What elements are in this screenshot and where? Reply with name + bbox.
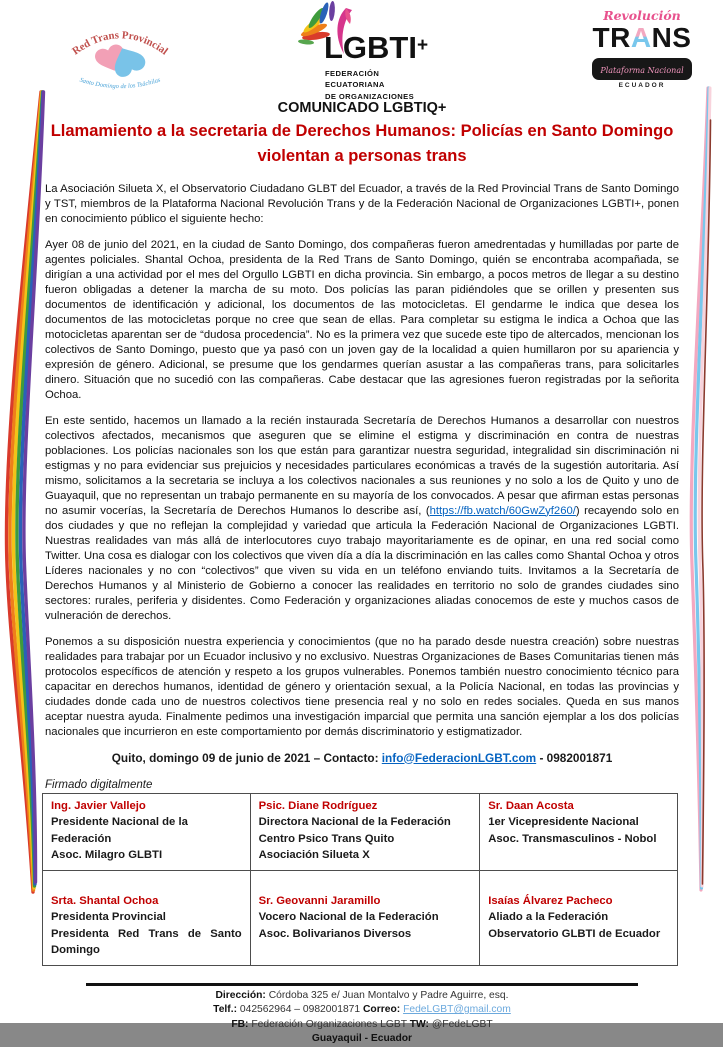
paragraph-2: Ayer 08 de junio del 2021, en la ciudad de Santo Domingo, dos compañeras fueron amedrentadas y humilladas por parte de agentes policiales. Shantal Ochoa, presidenta de la Red Trans de Santo Domingo, quién se encontraba acompañada, se dirigían a una actividad por el mes del Orgullo LGBTI en dicha provincia. Sin embargo, a pocos metros de llegar a su destino fueron obligadas a detener la marcha de su moto. Dos policías las paran pidiéndoles que se orillen y presenten sus documentos de identificación y adicional, los documentos de las motocicletas. El gendarme le indica que desea los documentos de las motocicletas porque no cree que sean de ellas. Para completar su estigma le indica a Ochoa que las motocicletas aparentan ser de “dudosa procedencia”. No es la primera vez que sucede este tipo de altercados, mencionan los colectivos de Santo Domingo, puesto que ya pasó con un joven gay de la localidad a quien humillaron por su apariencia y expresión de género. Adicional, se presume que los gendarmes querían asustar a las compañeras trans, para solicitarles dinero. Situación que no sucedió con las compañeras. Cabe destacar que las agresiones fueron registradas por la señorita Ochoa. xyxy=(45,238,679,401)
signatory-name: Isaías Álvarez Pacheco xyxy=(488,894,613,907)
signatory-cell: Sr. Daan Acosta 1er Vicepresidente Nacional Asoc. Transmasculinos - Nobol xyxy=(480,793,678,870)
contact-line: Quito, domingo 09 de junio de 2021 – Contacto: info@FederacionLGBT.com - 0982001871 xyxy=(111,750,613,765)
footer-city: Guayaquil - Ecuador xyxy=(311,1033,413,1044)
table-row xyxy=(43,793,678,870)
logo-banner: Plataforma Nacional xyxy=(592,58,692,80)
contact-email-link[interactable]: info@FederacionLGBT.com xyxy=(381,750,537,765)
signatory-cell: Isaías Álvarez Pacheco Aliado a la Federación Observatorio GLBTI de Ecuador xyxy=(480,870,678,965)
footer-address: Dirección: Córdoba 325 e/ Juan Montalvo y Padre Aguirre, esq. xyxy=(215,989,509,1001)
logo-subtitle: FEDERACIÓN ECUATORIANA DE ORGANIZACIONES xyxy=(325,69,415,101)
signed-digitally-caption: Firmado digitalmente xyxy=(45,778,153,791)
signatory-cell: Psic. Diane Rodríguez Directora Nacional de la Federación Centro Psico Trans Quito Asociación Silueta X xyxy=(250,793,480,870)
signatory-name: Psic. Diane Rodríguez xyxy=(258,799,378,812)
svg-text:Santo Domingo de los Tsáchilas xyxy=(79,76,162,90)
footer-phone-email: Telf.: 042562964 – 0982001871 Correo: FedeLGBT@gmail.com xyxy=(213,1004,511,1015)
signatory-name: Srta. Shantal Ochoa xyxy=(51,894,159,907)
signatory-name: Sr. Geovanni Jaramillo xyxy=(258,894,381,907)
paragraph-1: La Asociación Silueta X, el Observatorio Ciudadano GLBT del Ecuador, a través de la Red Provincial Trans de Santo Domingo y TST, miembros de la Plataforma Nacional Revolución Trans y de la Federación Nacional de Organizaciones LGBTI+, ponen en conocimiento público el siguiente hecho: xyxy=(45,182,679,225)
logo-title: LGBTI+ xyxy=(324,30,429,65)
signatory-name: Sr. Daan Acosta xyxy=(488,799,574,812)
lgbti-federation-logo xyxy=(288,2,434,101)
signatory-cell: Ing. Javier Vallejo Presidente Nacional de la Federación Asoc. Milagro GLBTI xyxy=(43,793,251,870)
facebook-watch-link[interactable]: https://fb.watch/60GwZyf260/ xyxy=(429,504,576,517)
signatories-table xyxy=(42,793,678,966)
logo-plus-sign: + xyxy=(417,35,429,56)
signatory-name: Ing. Javier Vallejo xyxy=(51,799,146,812)
logo-arc-text: Red Trans Provincial xyxy=(70,29,171,58)
table-row xyxy=(43,870,678,965)
svg-text:TRANS: TRANS xyxy=(592,22,692,53)
revolucion-trans-logo xyxy=(577,8,707,94)
paragraph-3: En este sentido, hacemos un llamado a la recién instaurada Secretaría de Derechos Humanos a desarrollar con nuestros colectivos afectados, mecanismos que aseguren que se elimine el estigma y discriminación en contra de nuestras poblaciones. Los policías nacionales son los que están para garantizar nuestra seguridad, integralidad sin discriminación ni estigmas y no para evidenciar sus prejuicios y necesidades particulares económicas a través de la sugestión autoritaria. Así mismo, solicitamos a la secretaria se incluya a los colectivos nacionales a sus reuniones y no solo a los de Quito y uno de Guayaquil, que no representan un trabajo permanente en su mayoría de los convocados. A pesar que afirman estas personas no asumir vocerías, la Secretaría de Derechos Humanos lo describe así, (https://fb.watch/60GwZyf260/) recayendo solo en dos ciudades y que no reflejan la complejidad y variedad que articula la Federación Nacional de Organizaciones LGBTI. Nuestras realidades van más allá de interlocutores cuyo trabajo mayoritariamente es de opinar, en una red social como Twitter. Una cosa es dialogar con los colectivos que viven día a día la discriminación en las calles como Shantal Ochoa y otros Líderes nacionales y no con “colectivos” que viven su vida en un teléfono enviando tuits. Invitamos a la Secretaría de Derechos Humanos y al Ministerio de Gobierno a conocer las realidades en territorio no solo de grandes ciudades sino sectores: rurales, periferia y disidentes. Como Federación y organizaciones aliadas conocemos de este y muchos casos de vulneración de derechos. xyxy=(45,414,680,622)
headline: Llamamiento a la secretaria de Derechos Humanos: Policías en Santo Domingo violentan a personas trans xyxy=(50,122,674,165)
footer-email-link[interactable]: FedeLGBT@gmail.com xyxy=(403,1004,511,1015)
logo-sub-arc-text: Santo Domingo de los Tsáchilas xyxy=(78,76,162,91)
footer-social: FB: Federación Organizaciones LGBT TW: @FedeLGBT xyxy=(231,1018,493,1030)
signatory-cell: Sr. Geovanni Jaramillo Vocero Nacional de la Federación Asoc. Bolivarianos Diversos xyxy=(250,870,480,965)
paragraph-4: Ponemos a su disposición nuestra experiencia y conocimientos (que no ha parado desde nuestra creación) sobre nuestras realidades para trabajar por un Ecuador inclusivo y no exclusivo. Nuestras Organizaciones de Bases Comunitarias tienen más protocolos específicos de atención y respeto a los grupos vulnerables. Ponemos también nuestro conocimiento técnico para capacitar en derechos humanos, identidad de género y orientación sexual, a la Policía Nacional, en todas las provincias y ciudades donde cada uno de nuestros colectivos tiene presencia real y no solo en redes sociales. Queda en sus manos aceptar nuestra ayuda. Finalmente pedimos una investigación imparcial que permita una sanción ejemplar a los dos policías nacionales que incurrieron en este comportamiento por demás discriminatorio y estigmatizador. xyxy=(45,635,679,738)
red-trans-provincial-logo xyxy=(62,6,178,94)
logo-script-text: Revolución xyxy=(603,8,681,23)
logo-country: ECUADOR xyxy=(618,82,666,89)
document-body xyxy=(45,100,679,1047)
trans-wordmark xyxy=(577,23,707,52)
document-footer xyxy=(86,983,638,1047)
communique-kicker: COMUNICADO LGBTIQ+ xyxy=(277,100,447,116)
signatory-cell: Srta. Shantal Ochoa Presidenta Provincial Presidenta Red Trans de Santo Domingo xyxy=(43,870,251,965)
